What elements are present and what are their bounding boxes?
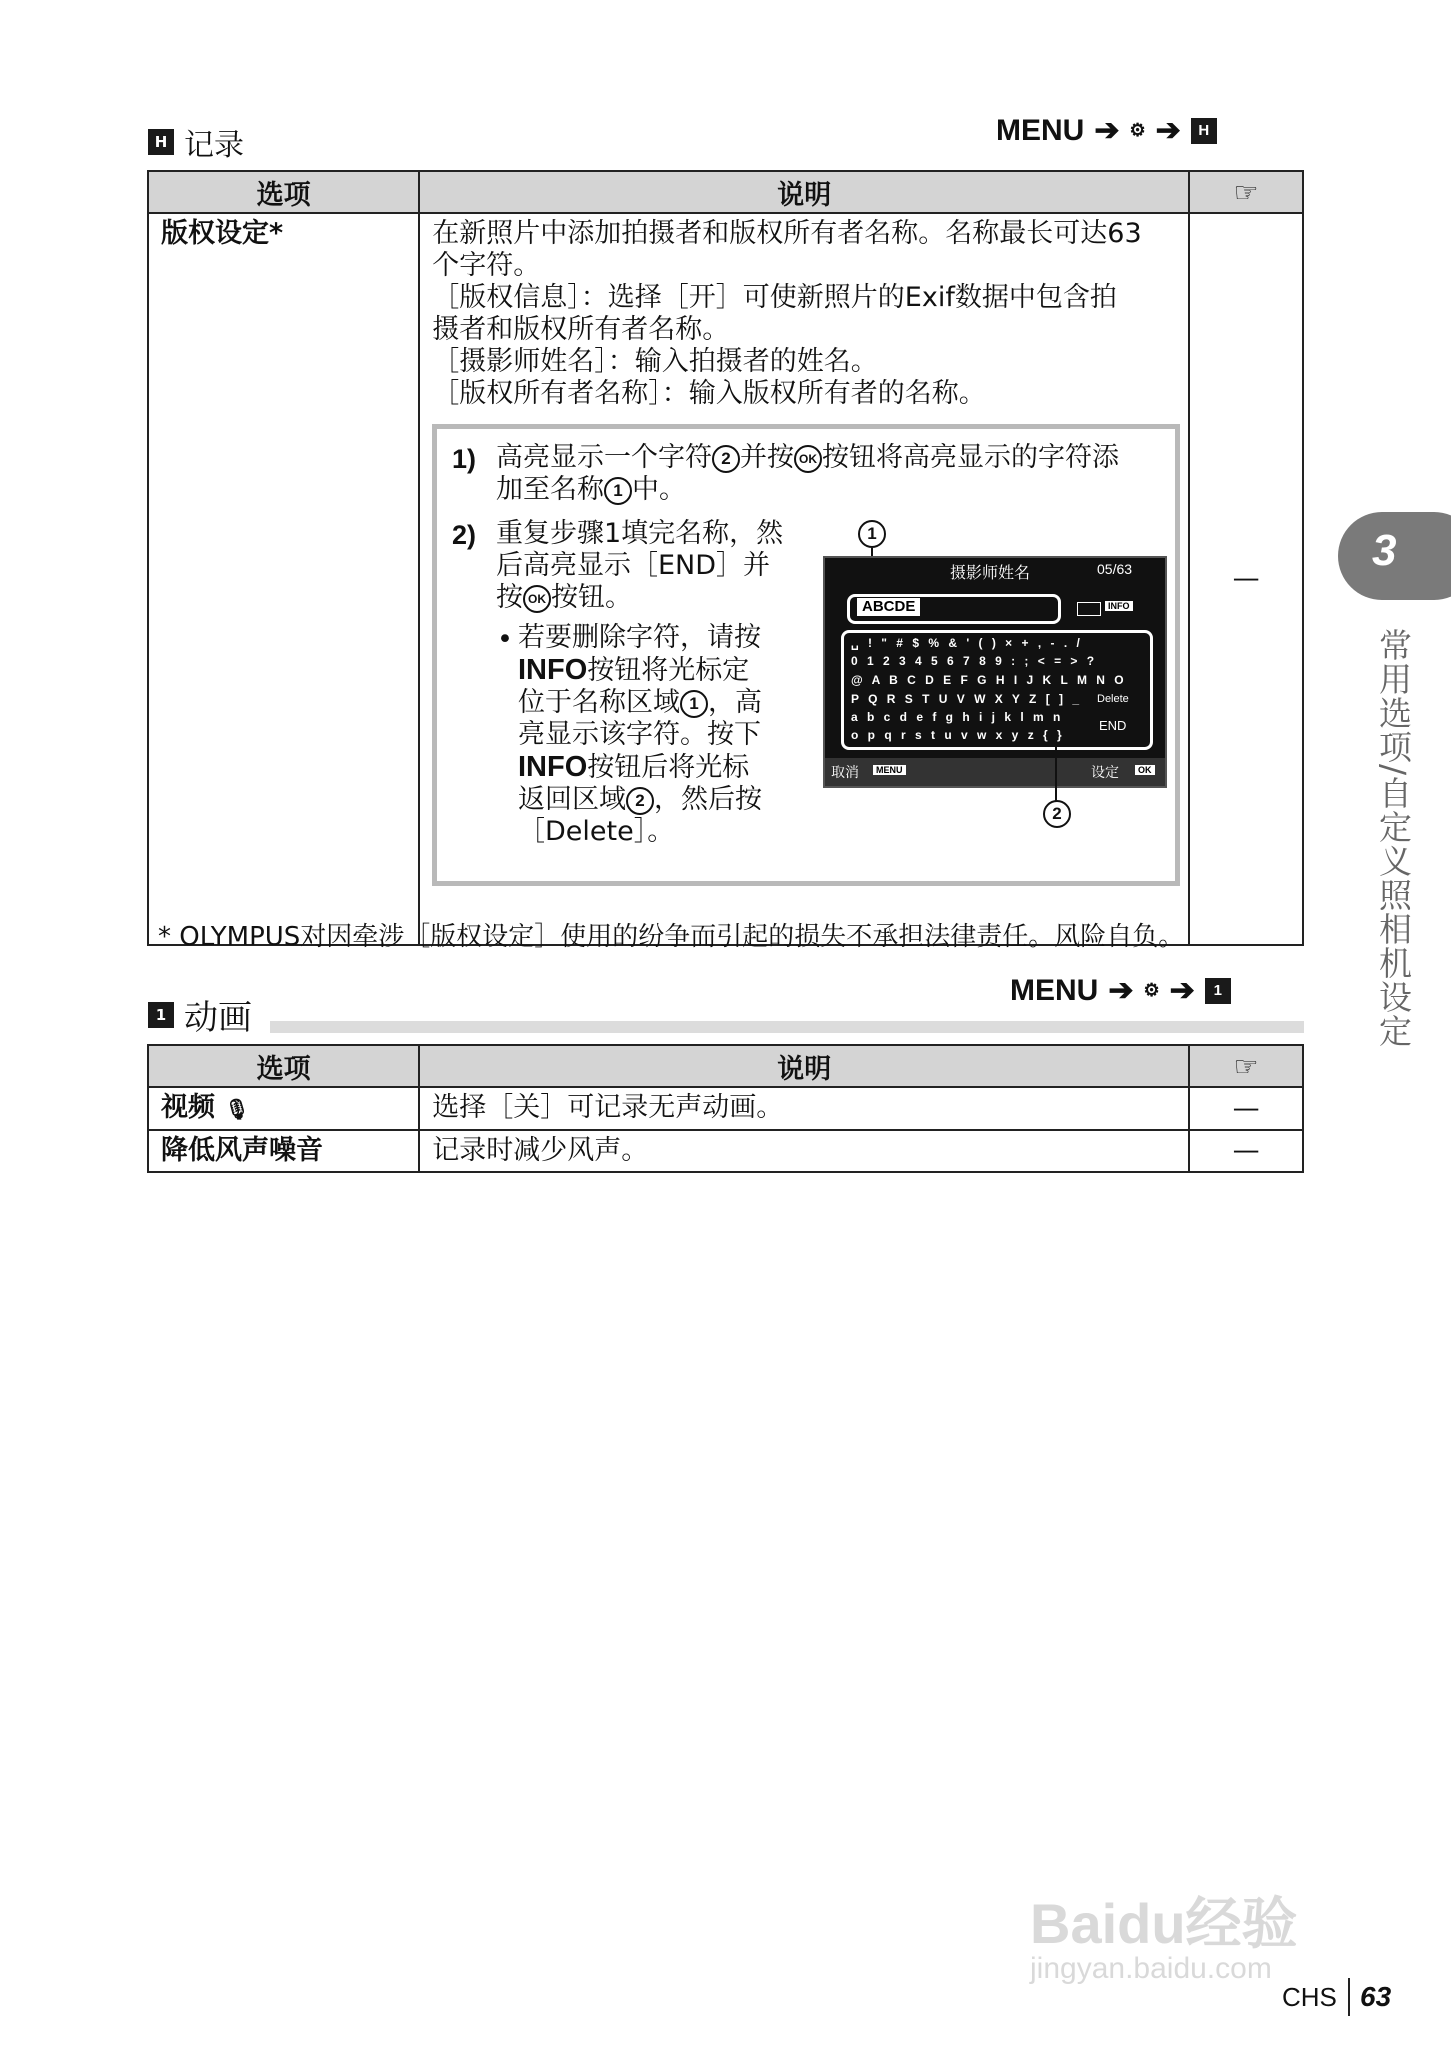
page-number: 63 <box>1360 1981 1392 2012</box>
arrow-icon: ➔ <box>1108 974 1134 1007</box>
step-text: 按 <box>496 582 523 613</box>
gear-icon: ⚙ <box>1129 120 1146 140</box>
pointing-hand-icon: ☞ <box>1233 175 1259 209</box>
step-text: 重复步骤1填完名称，然 <box>496 518 784 549</box>
info-tag: INFO <box>1105 601 1133 611</box>
keyboard-row: o p q r s t u v w x y z { } <box>851 728 1065 742</box>
info-button-label: INFO <box>518 751 588 783</box>
movie-options-table <box>147 1044 1304 1173</box>
desc-line: 个字符。 <box>432 250 541 281</box>
name-value: ABCDE <box>857 598 920 616</box>
header-option: 选项 <box>148 171 419 213</box>
camera-screen <box>823 556 1167 788</box>
desc-line: ［版权信息］：选择［开］可使新照片的Exif数据中包含拍 <box>432 282 1117 313</box>
option-video-sound <box>148 1087 419 1130</box>
option-copyright-settings: 版权设定* <box>148 213 419 945</box>
step-text: 亮显示该字符。按下 <box>518 719 761 750</box>
header-description: 说明 <box>419 171 1189 213</box>
step-text: 返回区域 <box>518 784 626 815</box>
menu-label: MENU <box>996 113 1085 147</box>
menu-tag: MENU <box>873 765 906 775</box>
record-section-heading <box>148 120 244 164</box>
table-header-row <box>148 171 1303 213</box>
pointing-hand-icon: ☞ <box>1233 1049 1259 1083</box>
end-key[interactable]: END <box>1099 718 1127 733</box>
watermark-url: jingyan.baidu.com <box>1030 1952 1272 1985</box>
step-text: 中。 <box>632 474 686 505</box>
step-text: 按钮将光标定 <box>587 655 750 686</box>
ok-tag: OK <box>1135 765 1155 775</box>
gear-icon: ⚙ <box>1143 980 1160 1000</box>
step-1-number: 1) <box>452 444 477 474</box>
header-description: 说明 <box>419 1045 1189 1087</box>
desc-line: ［摄影师姓名］：输入拍摄者的姓名。 <box>432 346 878 377</box>
step-text: 高亮显示一个字符 <box>496 442 712 473</box>
chapter-number: 3 <box>1372 526 1397 575</box>
table-row <box>148 1130 1303 1172</box>
character-count: 05/63 <box>1097 561 1133 577</box>
callout-2-marker: 2 <box>1043 800 1071 828</box>
movie-tab-icon: 1 <box>1205 978 1231 1004</box>
table-row <box>148 1087 1303 1130</box>
reference-cell: — <box>1189 1130 1303 1172</box>
circle-1-marker: 1 <box>604 477 632 505</box>
arrow-icon: ➔ <box>1094 114 1120 147</box>
option-description: 记录时减少风声。 <box>419 1130 1189 1172</box>
movie-menu-path <box>1010 973 1231 1008</box>
circle-2-marker: 2 <box>626 787 654 815</box>
option-description: 选择［关］可记录无声动画。 <box>419 1087 1189 1130</box>
delete-instructions <box>518 622 808 848</box>
circle-2-marker: 2 <box>712 445 740 473</box>
bullet-dot: • <box>497 624 513 655</box>
step-text: ，然后按 <box>654 784 762 815</box>
record-menu-path <box>996 113 1217 148</box>
keyboard-row: P Q R S T U V W X Y Z [ ] _ <box>851 692 1083 706</box>
footer-divider <box>1348 1978 1350 2016</box>
step-text: ［Delete］。 <box>518 816 675 847</box>
header-reference-icon <box>1189 171 1303 213</box>
reference-cell: — <box>1189 1087 1303 1130</box>
info-button-label: INFO <box>518 654 588 686</box>
step-text: 加至名称 <box>496 474 604 505</box>
step-2-text <box>496 518 806 614</box>
circle-1-marker: 1 <box>680 690 708 718</box>
arrow-icon: ➔ <box>1169 974 1195 1007</box>
movie-section-title: 动画 <box>184 998 252 1038</box>
keyboard-row: 0 1 2 3 4 5 6 7 8 9 : ; < = > ? <box>851 654 1098 668</box>
chapter-title: 常用选项/自定义照相机设定 <box>1374 628 1413 1049</box>
step-text: 按钮。 <box>551 582 632 613</box>
keyboard-row: a b c d e f g h i j k l m n <box>851 710 1064 724</box>
option-label: 视频 <box>161 1092 215 1123</box>
delete-key[interactable]: Delete <box>1097 693 1129 705</box>
keyboard-icon <box>1077 602 1101 616</box>
footnote: * OLYMPUS对因牵涉［版权设定］使用的纷争而引起的损失不承担法律责任。风险自负。 <box>158 922 1185 952</box>
language-code: CHS <box>1282 1982 1337 2012</box>
step-text: 位于名称区域 <box>518 687 680 718</box>
keyboard-row: ␣ ! " # $ % & ' ( ) × + , - . / <box>851 636 1083 650</box>
step-text: ，高 <box>708 687 762 718</box>
step-2-number: 2) <box>452 520 477 550</box>
set-label: 设定 <box>1091 765 1119 781</box>
option-wind-noise-reduction: 降低风声噪音 <box>148 1130 419 1172</box>
step-text: 按钮将高亮显示的字符添 <box>822 442 1119 473</box>
header-reference-icon <box>1189 1045 1303 1087</box>
movie-tab-icon: 1 <box>148 1002 174 1028</box>
table-header-row <box>148 1045 1303 1087</box>
step-text: 后高亮显示［END］并 <box>496 550 771 581</box>
chapter-tab <box>1338 512 1451 600</box>
cancel-label: 取消 <box>831 765 859 781</box>
ok-button-icon: OK <box>523 585 551 613</box>
desc-line: 在新照片中添加拍摄者和版权所有者名称。名称最长可达63 <box>432 218 1142 249</box>
movie-heading-bar <box>270 1021 1304 1033</box>
movie-section-heading <box>148 990 252 1039</box>
reference-cell: — <box>1189 213 1303 945</box>
desc-line: 摄者和版权所有者名称。 <box>432 314 730 345</box>
arrow-icon: ➔ <box>1155 114 1181 147</box>
callout-1-marker: 1 <box>858 520 886 548</box>
record-tab-icon: H <box>148 129 174 155</box>
desc-line: ［版权所有者名称］：输入版权所有者的名称。 <box>432 378 986 409</box>
record-section-title: 记录 <box>184 128 244 163</box>
step-text: 若要删除字符，请按 <box>518 622 761 653</box>
step-1-text <box>496 442 1156 506</box>
baidu-watermark: Baidu经验 <box>1030 1892 1298 1955</box>
ok-button-icon: OK <box>794 445 822 473</box>
menu-label: MENU <box>1010 973 1099 1007</box>
microphone-icon: 🎙 <box>224 1097 250 1121</box>
keyboard-row: @ A B C D E F G H I J K L M N O <box>851 673 1127 687</box>
header-option: 选项 <box>148 1045 419 1087</box>
record-tab-icon: H <box>1191 118 1217 144</box>
step-text: 按钮后将光标 <box>587 752 750 783</box>
step-text: 并按 <box>740 442 794 473</box>
screen-title: 摄影师姓名 <box>950 563 1031 582</box>
callout-2-line <box>1055 742 1057 802</box>
